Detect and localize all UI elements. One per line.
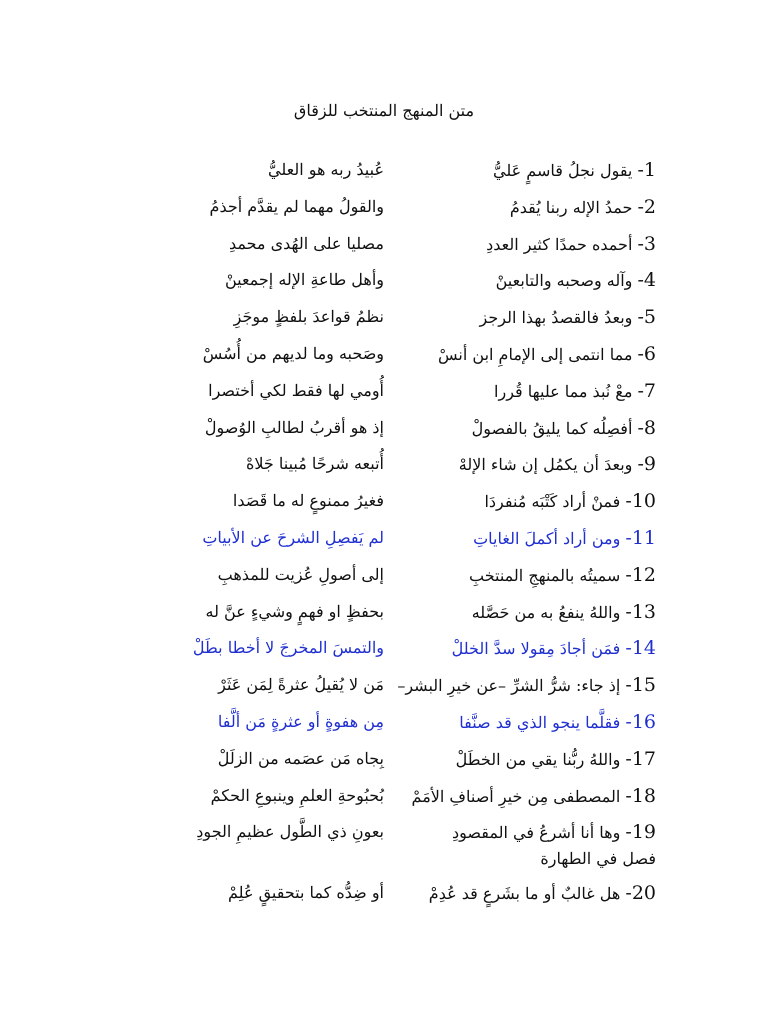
verse-first-hemistich: [386, 781, 656, 812]
verse-first-hemistich: [386, 413, 656, 444]
verse-first-hemistich: [386, 486, 656, 517]
verse-first-hemistich: [386, 229, 656, 260]
verse-number: 5-: [637, 306, 656, 328]
verse-first-hemistich-text: مما انتمى إلى الإمامِ ابن أنسْ: [438, 345, 633, 364]
verse-number: 8-: [637, 417, 656, 439]
verse-line: [0, 229, 768, 259]
verse-first-hemistich-text: أفصِلُه كما يليقُ بالفصولْ: [471, 419, 633, 438]
verse-second-hemistich: وصَحبه وما لديهم من أُسُسْ: [202, 344, 384, 363]
verse-second-hemistich: وأهل طاعةِ الإله إجمعينْ: [224, 270, 384, 289]
verse-number: 7-: [637, 380, 656, 402]
verse-line: [0, 155, 768, 185]
verse-first-hemistich-text: ومن أراد أكملَ الغاياتِ: [473, 529, 621, 548]
verse-first-hemistich: [386, 817, 656, 848]
verse-number: 10-: [625, 490, 656, 512]
verse-second-hemistich: والتمسَ المخرجَ لا أخطا بطَلْ: [192, 638, 384, 657]
verse-first-hemistich-text: فقلَّما ينجو الذي قد صنَّفا: [459, 713, 621, 732]
verse-line: [0, 339, 768, 369]
verse-line: [0, 744, 768, 774]
verse-line: [0, 413, 768, 443]
verse-line: [0, 523, 768, 553]
verse-first-hemistich: [386, 560, 656, 591]
verse-number: 9-: [637, 453, 656, 475]
verse-number: 2-: [637, 196, 656, 218]
verse-first-hemistich: [386, 339, 656, 370]
verse-second-hemistich: لم يَفصِلِ الشرحَ عن الأبياتِ: [202, 528, 384, 547]
verse-first-hemistich: [386, 744, 656, 775]
verse-line: [0, 597, 768, 627]
verse-first-hemistich: [386, 633, 656, 664]
verse-line: [0, 670, 768, 700]
verse-line: [0, 707, 768, 737]
verse-number: 16-: [625, 711, 656, 733]
verse-number: 11-: [625, 527, 656, 549]
section-title: فصل في الطهارة: [540, 849, 656, 868]
verse-first-hemistich-text: واللهُ ربُّنا يقي من الخطَلْ: [455, 750, 621, 769]
document-title: متن المنهج المنتخب للزقاق: [293, 101, 475, 120]
verse-second-hemistich: بحفظٍ او فهمٍ وشيءٍ عنَّ له: [205, 602, 384, 621]
verse-number: 1-: [637, 159, 656, 181]
verse-first-hemistich-text: فمنْ أراد كَتْبَه مُنفردَا: [484, 492, 621, 511]
verse-line: [0, 781, 768, 811]
verse-second-hemistich: بِجاه مَن عصَمه من الزلَلْ: [217, 749, 384, 768]
verse-number: 18-: [625, 785, 656, 807]
verse-line: [0, 265, 768, 295]
verse-first-hemistich: [386, 155, 656, 186]
verse-first-hemistich: [386, 670, 656, 701]
verse-first-hemistich-text: وبعدَ أن يكمُل إن شاء الإلهْ: [458, 455, 633, 474]
verse-number: 12-: [625, 564, 656, 586]
verse-second-hemistich: عُبيدُ ربه هو العليُّ: [268, 160, 384, 179]
verse-second-hemistich: أو ضِدُّه كما بتحقيقٍ عُلِمْ: [228, 883, 384, 902]
verse-first-hemistich-text: حمدُ الإله ربنا يُقدمُ: [509, 198, 633, 217]
verse-number: 20-: [625, 882, 656, 904]
section-verse-line: [0, 878, 768, 908]
verse-first-hemistich-text: واللهُ ينفعُ به من حَصَّله: [471, 603, 621, 622]
verse-first-hemistich-text: إذ جاء: شرُّ الشرِّ –عن خيرِ البشر–: [397, 676, 621, 695]
verse-line: [0, 302, 768, 332]
verse-line: [0, 376, 768, 406]
verse-first-hemistich-text: أحمده حمدًا كثير العددِ: [486, 235, 633, 254]
verse-first-hemistich-text: معْ نُبذ مما عليها قُررا: [494, 382, 633, 401]
verse-number: 17-: [625, 748, 656, 770]
verse-line: [0, 633, 768, 663]
verse-second-hemistich: بُحبُوحةِ العلمِ وينبوعِ الحكمْ: [210, 786, 384, 805]
verse-first-hemistich: [386, 192, 656, 223]
verse-first-hemistich: [386, 449, 656, 480]
verse-line: [0, 817, 768, 847]
verse-second-hemistich: أُتبعه شرحًا مُبينا جَلاهْ: [245, 454, 384, 473]
verse-number: 3-: [637, 233, 656, 255]
verse-number: 6-: [637, 343, 656, 365]
verse-number: 19-: [625, 821, 656, 843]
verse-first-hemistich: [386, 878, 656, 909]
verse-second-hemistich: أُومي لها فقط لكي أختصرا: [208, 381, 384, 400]
verse-second-hemistich: إذ هو أقربُ لطالبِ الوُصولْ: [204, 418, 384, 437]
verse-first-hemistich-text: وآله وصحبه والتابعينْ: [495, 271, 633, 290]
verse-first-hemistich: [386, 376, 656, 407]
verse-first-hemistich: [386, 265, 656, 296]
verse-second-hemistich: مصليا على الهُدى محمدِ: [228, 234, 384, 253]
verse-first-hemistich-text: وها أنا أشرعُ في المقصودِ: [452, 823, 621, 842]
verse-first-hemistich: [386, 707, 656, 738]
verse-second-hemistich: نظمُ قواعدَ بلفظٍ موجَزِ: [233, 307, 384, 326]
verse-second-hemistich: والقولُ مهما لم يقدَّم أجذمُ: [209, 197, 384, 216]
verse-line: [0, 192, 768, 222]
verse-number: 14-: [625, 637, 656, 659]
verse-first-hemistich-text: وبعدُ فالقصدُ بهذا الرجز: [479, 308, 633, 327]
verse-line: [0, 449, 768, 479]
verse-second-hemistich: فغيرُ ممنوعٍ له ما قَصَدا: [232, 491, 384, 510]
verse-first-hemistich-text: المصطفى مِن خيرِ أصنافِ الأمَمْ: [411, 787, 621, 806]
verse-first-hemistich: [386, 597, 656, 628]
verse-first-hemistich-text: يقول نجلُ قاسمٍ عَليُّ: [493, 161, 633, 180]
verse-number: 15-: [625, 674, 656, 696]
verse-first-hemistich-text: سميتُه بالمنهجِ المنتخبِ: [468, 566, 621, 585]
verse-number: 13-: [625, 601, 656, 623]
verse-first-hemistich: [386, 523, 656, 554]
verse-second-hemistich: بعونِ ذي الطَّول عظيمِ الجودِ: [196, 822, 384, 841]
verse-first-hemistich-text: فمَن أجادَ مِقولا سدَّ الخللْ: [451, 639, 621, 658]
verse-second-hemistich: مِن هفوةٍ أو عثرةٍ مَن ألَّفا: [217, 712, 384, 731]
verse-second-hemistich: مَن لا يُقيلُ عثرةً لِمَن عَثَرْ: [218, 675, 384, 694]
verse-second-hemistich: إلى أصولِ عُزيت للمذهبِ: [217, 565, 384, 584]
verse-first-hemistich-text: هل غالبٌ أو ما بشَرعٍ قد عُدِمْ: [428, 884, 621, 903]
verse-line: [0, 486, 768, 516]
verse-line: [0, 560, 768, 590]
verse-number: 4-: [637, 269, 656, 291]
verse-first-hemistich: [386, 302, 656, 333]
